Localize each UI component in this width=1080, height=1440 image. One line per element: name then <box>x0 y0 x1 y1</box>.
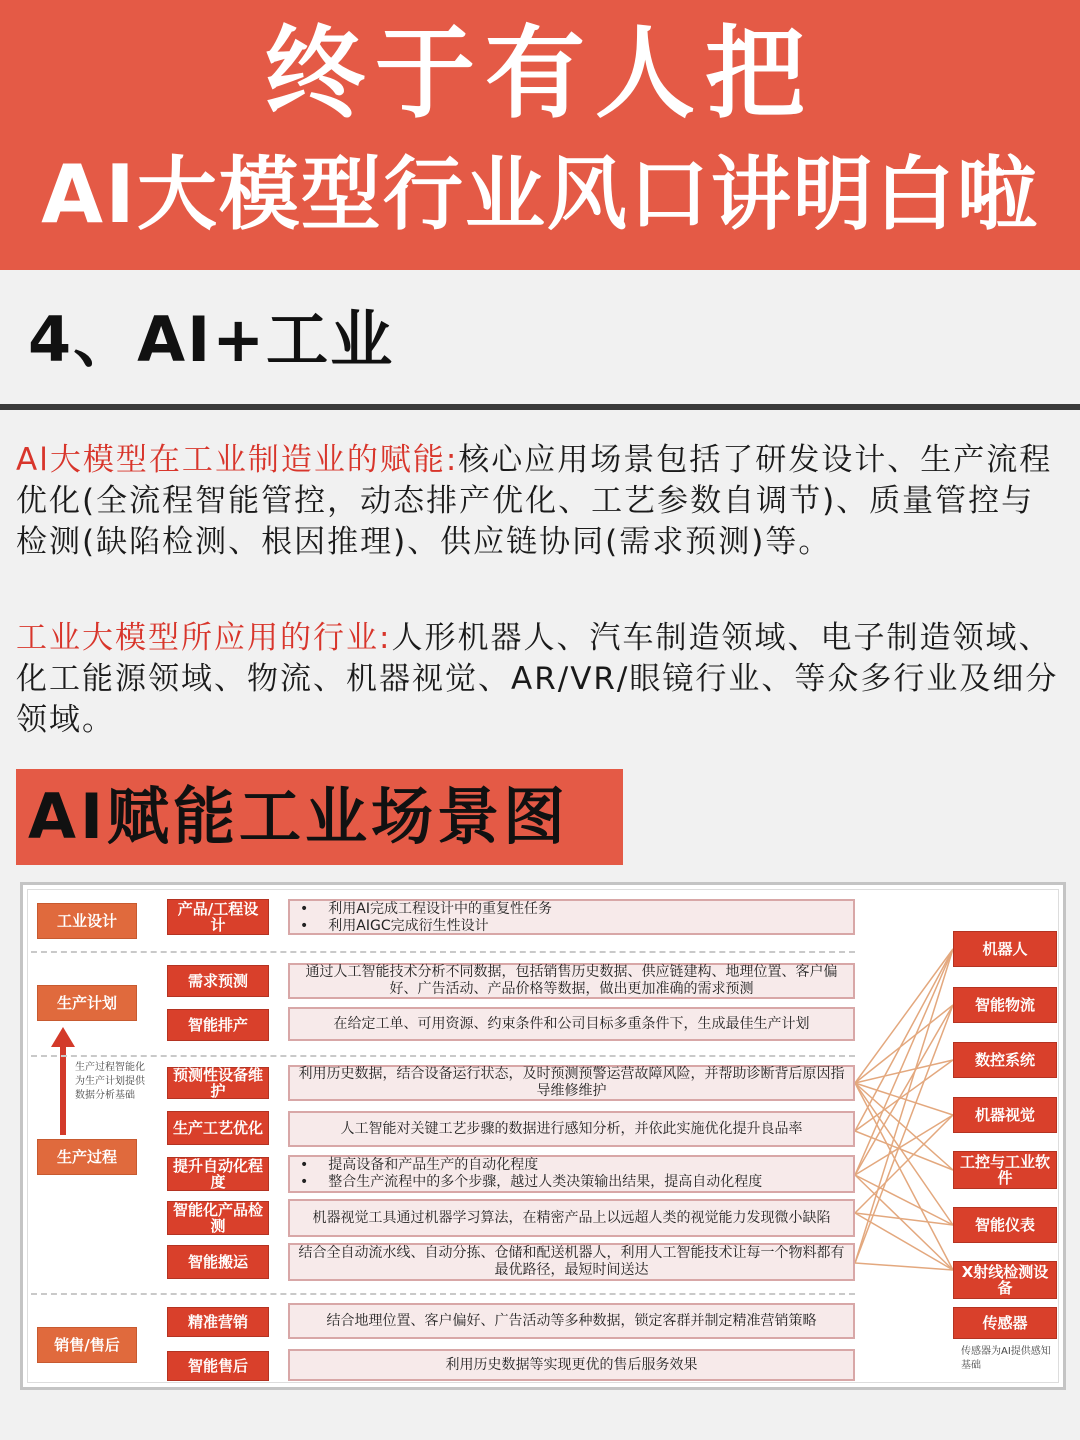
row-label-smart-handling: 智能搬运 <box>167 1245 269 1279</box>
banner-line-2: AI大模型行业风口讲明白啦 <box>41 148 1039 241</box>
row-label-precision-marketing: 精准营销 <box>167 1307 269 1337</box>
category-production-planning: 生产计划 <box>37 985 137 1021</box>
industry-xray-inspection: X射线检测设备 <box>953 1261 1057 1299</box>
industry-cnc-system: 数控系统 <box>953 1042 1057 1078</box>
row-label-smart-scheduling: 智能排产 <box>167 1009 269 1041</box>
diagram-subtitle: AI赋能工业场景图 <box>16 769 623 865</box>
right-note: 传感器为AI提供感知基础 <box>961 1346 1051 1371</box>
paragraph-industries-highlight: 工业大模型所应用的行业: <box>16 620 392 656</box>
divider-process <box>31 1293 855 1295</box>
industry-smart-instruments: 智能仪表 <box>953 1207 1057 1243</box>
row-desc-smart-scheduling: 在给定工单、可用资源、约束条件和公司目标多重条件下，生成最佳生产计划 <box>288 1007 855 1041</box>
category-production-process: 生产过程 <box>37 1139 137 1175</box>
up-arrow-head <box>51 1027 75 1047</box>
row-desc-demand-forecast: 通过人工智能技术分析不同数据，包括销售历史数据、供应链建构、地理位置、客户偏好、广告活动、产品价格等数据，做出更加准确的需求预测 <box>288 963 855 999</box>
row-label-smart-aftersales: 智能售后 <box>167 1351 269 1381</box>
row-desc-line: • 提高设备和产品生产的自动化程度 <box>300 1157 538 1174</box>
title-banner <box>0 0 1080 270</box>
row-desc-smart-inspection: 机器视觉工具通过机器学习算法，在精密产品上以远超人类的视觉能力发现微小缺陷 <box>288 1199 855 1237</box>
row-label-smart-inspection: 智能化产品检测 <box>167 1201 269 1235</box>
divider-design <box>31 951 855 953</box>
section-divider <box>0 404 1080 410</box>
industry-robot: 机器人 <box>953 931 1057 967</box>
row-desc-smart-handling: 结合全自动流水线、自动分拣、仓储和配送机器人，利用人工智能技术让每一个物料都有最优路径，最短时间送达 <box>288 1243 855 1281</box>
category-industrial-design: 工业设计 <box>37 903 137 939</box>
section-title: 4、AI+工业 <box>28 303 395 376</box>
paragraph-empowerment <box>16 440 1066 563</box>
row-desc-predictive-maintenance: 利用历史数据，结合设备运行状态，及时预测预警运营故障风险，并帮助诊断背后原因指导维修维护 <box>288 1065 855 1101</box>
left-note: 生产过程智能化为生产计划提供数据分析基础 <box>75 1062 145 1101</box>
industry-machine-vision: 机器视觉 <box>953 1097 1057 1133</box>
row-label-predictive-maintenance: 预测性设备维护 <box>167 1067 269 1099</box>
row-label-product-design: 产品/工程设计 <box>167 899 269 935</box>
industry-scenario-diagram <box>20 882 1066 1390</box>
paragraph-empowerment-text: 核心应用场景包括了研发设计、生产流程优化(全流程智能管控，动态排产优化、工艺参数自调节)、质量管控与检测(缺陷检测、根因推理)、供应链协同(需求预测)等。 <box>16 442 1053 560</box>
row-desc-line: • 整合生产流程中的多个步骤，越过人类决策输出结果，提高自动化程度 <box>300 1174 762 1191</box>
sensor-link-lines <box>855 949 953 1270</box>
row-desc-product-design <box>288 899 855 935</box>
paragraph-industries-text: 人形机器人、汽车制造领域、电子制造领域、化工能源领域、物流、机器视觉、AR/VR/眼镜行业、等众多行业及细分领域。 <box>16 620 1059 738</box>
banner-line-1: 终于有人把 <box>265 15 815 132</box>
row-desc-automation <box>288 1155 855 1193</box>
paragraph-empowerment-highlight: Al大模型在工业制造业的赋能: <box>16 442 459 478</box>
row-label-demand-forecast: 需求预测 <box>167 965 269 997</box>
divider-plan <box>31 1055 855 1057</box>
row-desc-process-optimization: 人工智能对关键工艺步骤的数据进行感知分析，并依此实施优化提升良品率 <box>288 1111 855 1147</box>
industry-industrial-software: 工控与工业软件 <box>953 1151 1057 1189</box>
industry-smart-logistics: 智能物流 <box>953 987 1057 1023</box>
row-desc-line: • 利用AIGC完成衍生性设计 <box>300 918 489 935</box>
paragraph-industries <box>16 618 1066 741</box>
row-label-automation: 提升自动化程度 <box>167 1157 269 1191</box>
row-desc-precision-marketing: 结合地理位置、客户偏好、广告活动等多种数据，锁定客群并制定精准营销策略 <box>288 1303 855 1339</box>
industry-sensors: 传感器 <box>953 1307 1057 1339</box>
row-label-process-optimization: 生产工艺优化 <box>167 1111 269 1145</box>
category-sales-service: 销售/售后 <box>37 1327 137 1363</box>
row-desc-smart-aftersales: 利用历史数据等实现更优的售后服务效果 <box>288 1349 855 1381</box>
row-desc-line: • 利用AI完成工程设计中的重复性任务 <box>300 901 552 918</box>
